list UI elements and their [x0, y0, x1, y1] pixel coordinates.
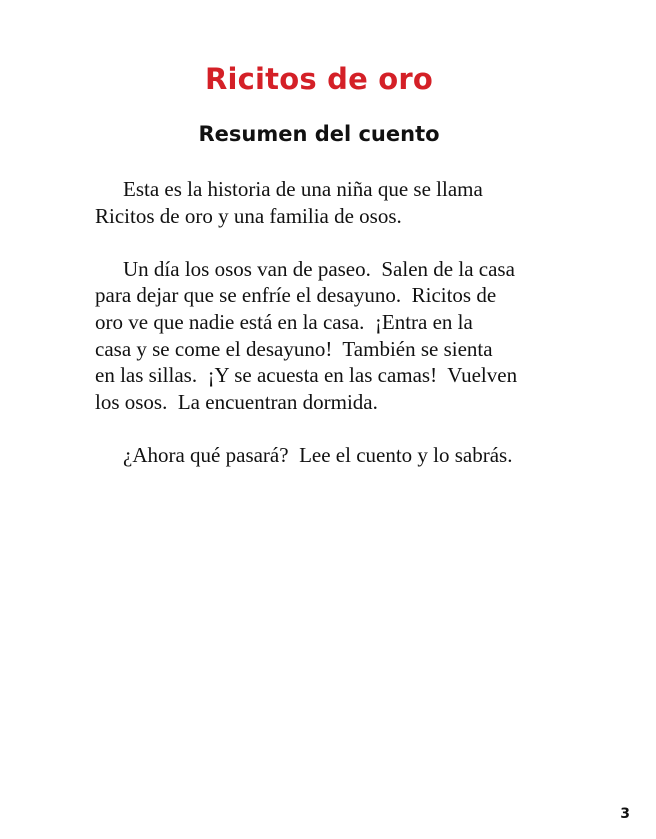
page-title: Ricitos de oro [204, 62, 434, 96]
text-line: Esta es la historia de una niña que se llama [123, 177, 483, 201]
paragraph [95, 442, 565, 469]
text-line: en las sillas. ¡Y se acuesta en las camas! Vuelven [95, 363, 518, 388]
page-subtitle: Resumen del cuento [198, 122, 440, 146]
text-line: los osos. La encuentran dormida. [95, 389, 378, 414]
page-number: 3 [620, 806, 630, 822]
text-line: Un día los osos van de paseo. Salen de la casa [123, 256, 515, 281]
story-summary [95, 176, 565, 495]
paragraph [95, 256, 565, 416]
paragraph [95, 176, 565, 229]
text-line: casa y se come el desayuno! También se sienta [95, 336, 493, 361]
text-line: Ricitos de oro y una familia de osos. [95, 203, 402, 228]
text-line: para dejar que se enfríe el desayuno. Ricitos de [95, 283, 497, 308]
text-line: oro ve que nadie está en la casa. ¡Entra en la [95, 309, 473, 334]
text-line: ¿Ahora qué pasará? Lee el cuento y lo sabrás. [123, 442, 513, 467]
